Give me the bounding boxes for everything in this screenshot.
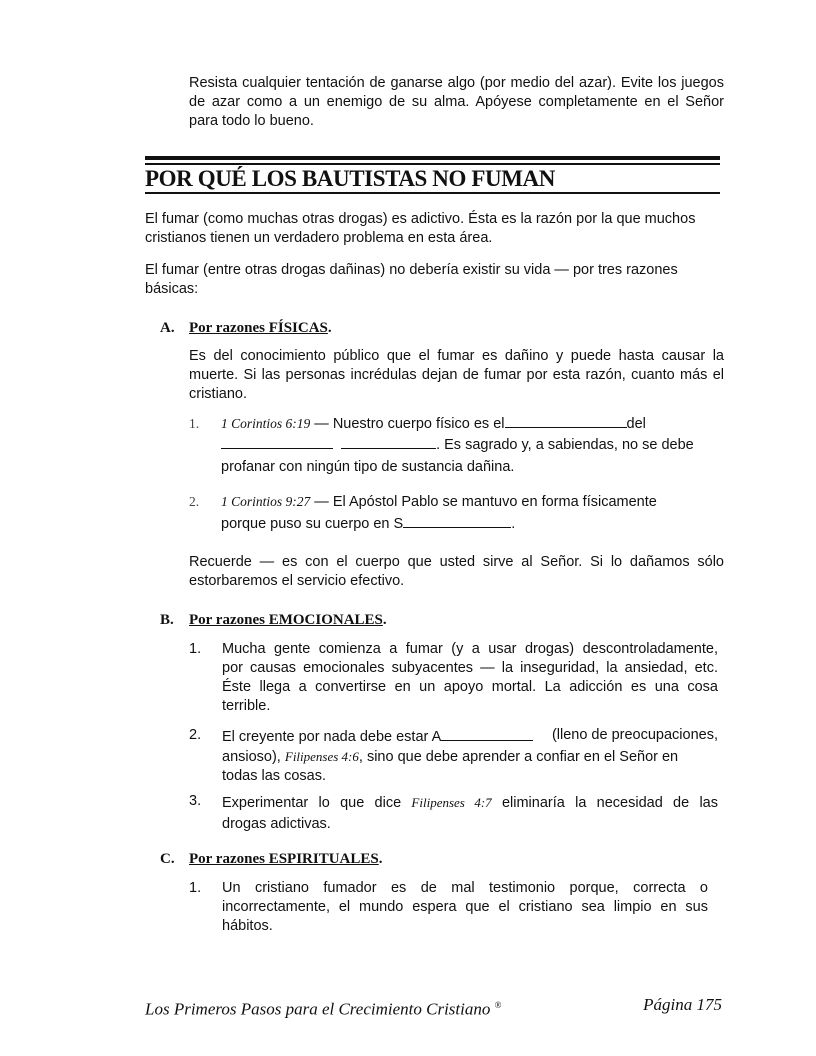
body-line: Es del conocimiento público que el fumar es dañino y puede hasta causar la (189, 348, 724, 364)
item-text: eliminaría la necesidad de las (491, 795, 718, 811)
fill-blank[interactable] (341, 434, 436, 449)
section-a-item-1 (189, 413, 729, 478)
page-title: POR QUÉ LOS BAUTISTAS NO FUMAN (145, 166, 720, 194)
item-text: — El Apóstol Pablo se mantuvo en forma físicamente (310, 494, 657, 510)
section-b-item-1 (189, 640, 729, 716)
item-line: Mucha gente comienza a fumar (y a usar drogas) descontroladamente, (222, 641, 718, 657)
registered-mark: ® (494, 1000, 502, 1010)
section-heading-period: . (382, 612, 387, 628)
item-line: Un cristiano fumador es de mal testimonio porque, correcta o (222, 880, 708, 896)
paragraph-line: El fumar (entre otras drogas dañinas) no debería existir su vida — por tres razones (145, 262, 678, 278)
title-rule-thin (145, 163, 720, 165)
item-line: hábitos. (222, 918, 273, 934)
item-line: drogas adictivas. (222, 816, 331, 832)
fill-blank[interactable] (505, 413, 627, 428)
item-text: del (626, 416, 646, 432)
section-b-item-3 (189, 792, 729, 835)
item-number: 1. (189, 880, 202, 896)
item-number: 1. (189, 641, 202, 657)
item-text: . (511, 516, 516, 532)
item-line: terrible. (222, 698, 271, 714)
item-text: — Nuestro cuerpo físico es el (310, 416, 505, 432)
scripture-ref: 1 Corintios 9:27 (221, 494, 311, 509)
section-heading-text: Por razones FÍSICAS (189, 320, 328, 336)
item-number: 2. (189, 727, 202, 743)
intro-line: de azar como a un enemigo de su alma. Apóyese completamente en el Señor (189, 94, 724, 110)
section-heading-text: Por razones ESPIRITUALES (189, 851, 379, 867)
paragraph-line: básicas: (145, 281, 199, 297)
body-line: muerte. Si las personas incrédulas dejan de fumar por esta razón, cuanto más el (189, 367, 724, 383)
section-heading-period: . (378, 851, 383, 867)
book-title: Los Primeros Pasos para el Crecimiento Cristiano (145, 999, 491, 1019)
item-text: El creyente por nada debe estar A (222, 729, 442, 745)
item-text: ansioso), (222, 749, 285, 765)
section-heading-period: . (327, 320, 332, 336)
scripture-ref: Filipenses 4:7 (411, 795, 492, 810)
section-c-item-1 (189, 879, 729, 936)
scripture-ref: Filipenses 4:6 (284, 749, 359, 764)
footer-book-title (145, 994, 501, 1021)
item-text: profanar con ningún tipo de sustancia dañina. (221, 459, 515, 475)
item-number: 1. (189, 416, 200, 431)
paragraph-1 (145, 210, 725, 248)
title-rule-thick (145, 156, 720, 160)
item-text: (lleno de preocupaciones, (551, 727, 718, 743)
body-line: estorbaremos el servicio efectivo. (189, 573, 405, 589)
item-line: incorrectamente, el mundo espera que el cristiano sea limpio en sus (222, 899, 708, 915)
paragraph-line: cristianos tienen un verdadero problema en esta área. (145, 230, 493, 246)
item-line: Éste llega a convertirse en un apoyo mortal. La adicción es una cosa (222, 679, 718, 695)
item-line: todas las cosas. (222, 768, 326, 784)
section-b-item-2 (189, 726, 729, 786)
item-number: 2. (189, 494, 200, 509)
intro-line: para todo lo bueno. (189, 113, 314, 129)
item-line: por causas emocionales subyacentes — la inseguridad, la ansiedad, etc. (222, 660, 718, 676)
item-text: porque puso su cuerpo en S (221, 516, 404, 532)
fill-blank[interactable] (441, 726, 533, 741)
item-text: Experimentar lo que dice (222, 795, 412, 811)
section-b-heading (160, 611, 387, 629)
body-line: Recuerde — es con el cuerpo que usted sirve al Señor. Si lo dañamos sólo (189, 554, 724, 570)
section-letter: A. (160, 320, 175, 336)
section-heading-text: Por razones EMOCIONALES (189, 612, 383, 628)
body-line: cristiano. (189, 386, 248, 402)
fill-blank[interactable] (221, 434, 333, 449)
intro-paragraph (189, 74, 724, 131)
section-a-heading (160, 319, 332, 337)
section-letter: B. (160, 612, 174, 628)
paragraph-2 (145, 261, 725, 299)
item-number: 3. (189, 793, 202, 809)
section-a-item-2 (189, 492, 729, 536)
section-a-body (189, 347, 724, 404)
section-c-heading (160, 850, 383, 868)
section-a-closing (189, 553, 724, 591)
intro-line: Resista cualquier tentación de ganarse algo (por medio del azar). Evite los juegos (189, 75, 724, 91)
paragraph-line: El fumar (como muchas otras drogas) es adictivo. Ésta es la razón por la que muchos (145, 211, 696, 227)
item-text: . Es sagrado y, a sabiendas, no se debe (436, 437, 694, 453)
section-letter: C. (160, 851, 175, 867)
scripture-ref: 1 Corintios 6:19 (221, 416, 311, 431)
page-number: Página 175 (643, 995, 722, 1014)
item-text: , sino que debe aprender a confiar en el Señor en (358, 749, 679, 765)
fill-blank[interactable] (403, 513, 511, 528)
